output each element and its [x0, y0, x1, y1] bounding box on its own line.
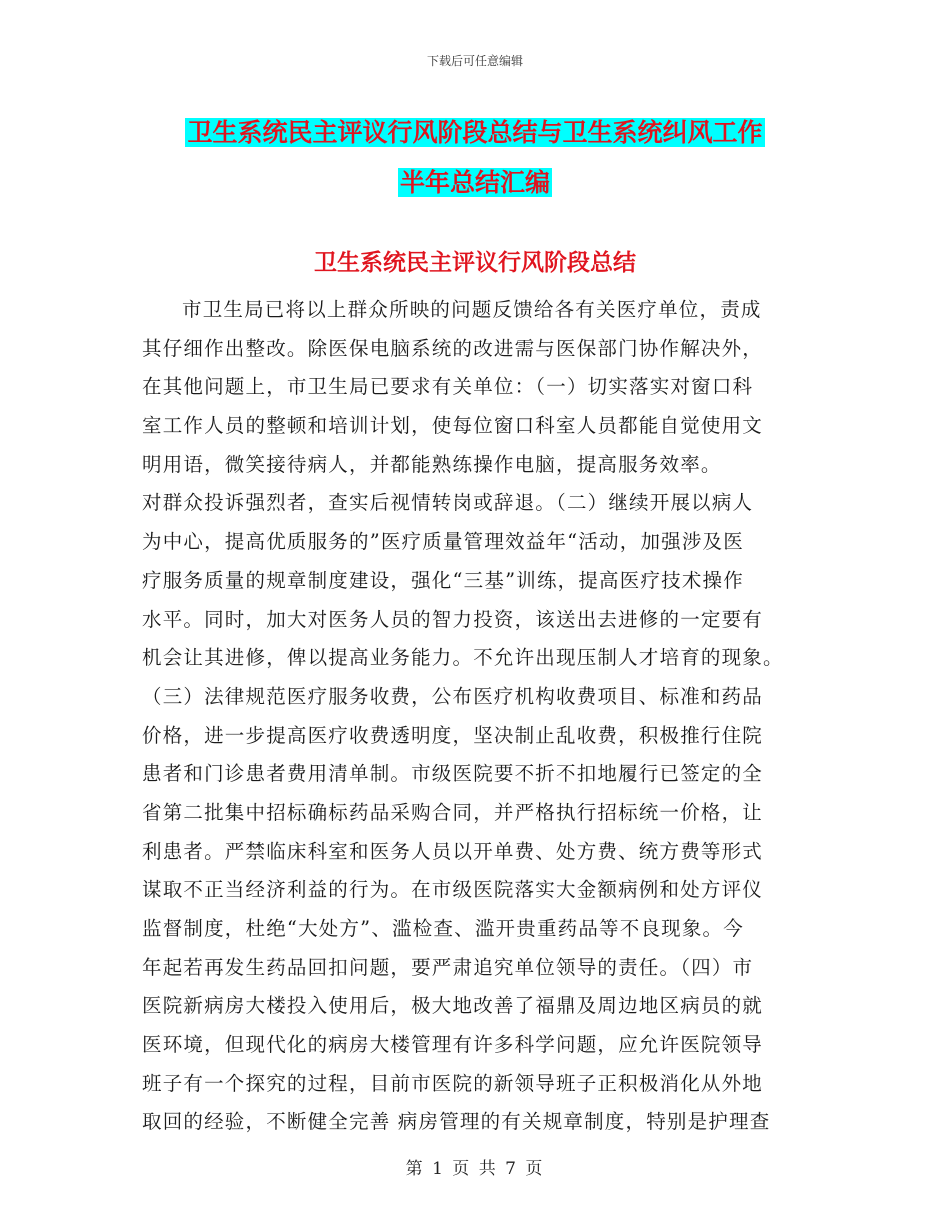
- body-line: 为中心，提高优质服务的”医疗质量管理效益年“活动，加强涉及医: [142, 530, 744, 554]
- body-line: 监督制度，杜绝“大处方”、滥检查、滥开贵重药品等不良现象。今: [142, 917, 744, 940]
- body-text: [142, 291, 822, 1142]
- body-line: 价格，进一步提高医疗收费透明度，坚决制止乱收费，积极推行住院: [142, 723, 764, 747]
- body-line: 谋取不正当经济利益的行为。在市级医院落实大金额病例和处方评仪: [142, 878, 764, 902]
- body-line: （三）法律规范医疗服务收费，公布医疗机构收费项目、标准和药品: [142, 684, 764, 708]
- body-line: 省第二批集中招标确标药品采购合同，并严格执行招标统一价格，让: [142, 800, 764, 824]
- body-line: 利患者。严禁临床科室和医务人员以开单费、处方费、统方费等形式: [142, 839, 764, 863]
- section-title: 卫生系统民主评议行风阶段总结: [314, 250, 636, 276]
- title-line-2: 半年总结汇编: [399, 168, 550, 197]
- header-note: 下载后可任意编辑: [426, 54, 523, 68]
- body-line: 其仔细作出整改。除医保电脑系统的改进需与医保部门协作解决外，: [142, 336, 764, 360]
- body-line: 疗服务质量的规章制度建设，强化“三基”训练，提高医疗技术操作: [142, 568, 744, 592]
- body-line: 对群众投诉强烈者，查实后视情转岗或辞退。（二）继续开展以病人: [142, 491, 754, 515]
- body-line: 水平。同时，加大对医务人员的智力投资，该送出去进修的一定要有: [142, 607, 764, 631]
- body-line: 市卫生局已将以上群众所映的问题反馈给各有关医疗单位，责成: [182, 298, 762, 321]
- body-line: 取回的经验，不断健全完善 病房管理的有关规章制度，特别是护理查: [142, 1110, 771, 1134]
- body-line: 机会让其进修，俾以提高业务能力。不允许出现压制人才培育的现象。: [142, 646, 784, 670]
- page-footer: 第 1 页 共 7 页: [405, 1159, 545, 1179]
- body-line: 明用语，微笑接待病人，并都能熟练操作电脑，提高服务效率。: [142, 452, 722, 476]
- body-line: 患者和门诊患者费用清单制。市级医院要不折不扣地履行已签定的全: [142, 762, 764, 786]
- body-line: 在其他问题上，市卫生局已要求有关单位：（一）切实落实对窗口科: [142, 375, 754, 399]
- body-line: 医院新病房大楼投入使用后，极大地改善了福鼎及周边地区病员的就: [142, 994, 764, 1018]
- body-line: 室工作人员的整顿和培训计划，使每位窗口科室人员都能自觉使用文: [142, 414, 764, 438]
- document-title: [0, 108, 950, 208]
- title-line-1: 卫生系统民主评议行风阶段总结与卫生系统纠风工作: [187, 118, 763, 147]
- body-line: 医环境，但现代化的病房大楼管理有许多科学问题，应允许医院领导: [142, 1033, 764, 1057]
- body-line: 班子有一个探究的过程，目前市医院的新领导班子正积极消化从外地: [142, 1071, 764, 1095]
- body-line: 年起若再发生药品回扣问题，要严肃追究单位领导的责任。（四）市: [142, 955, 754, 979]
